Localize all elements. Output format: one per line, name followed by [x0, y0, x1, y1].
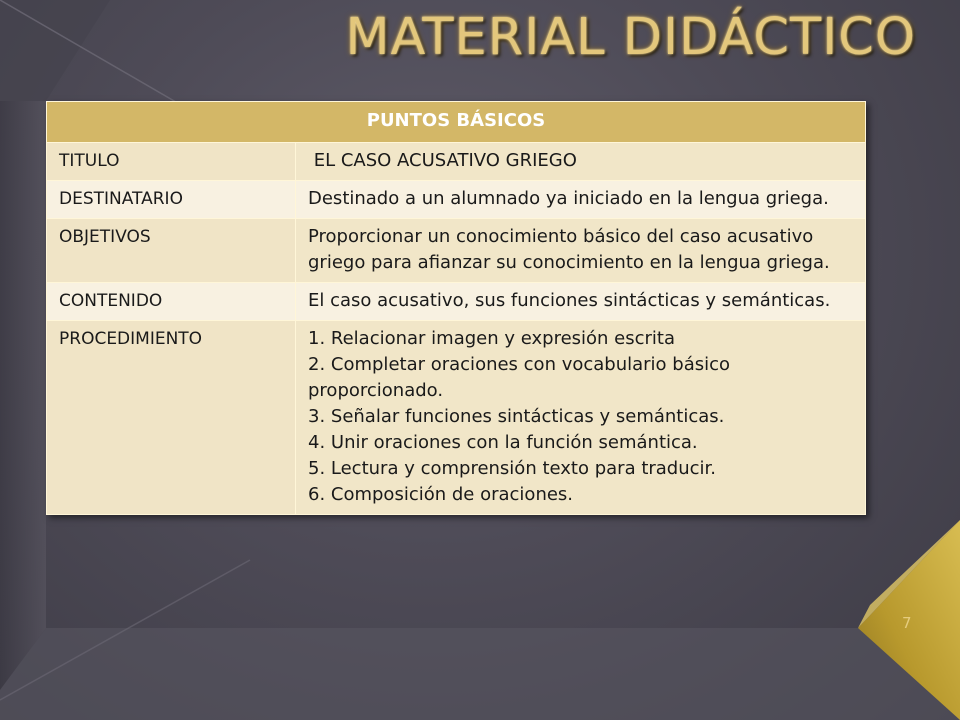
row-label-objetivos: OBJETIVOS	[47, 219, 296, 283]
row-label-contenido: CONTENIDO	[47, 283, 296, 321]
procedure-step: 6. Composición de oraciones.	[308, 484, 574, 505]
table-header: PUNTOS BÁSICOS	[47, 102, 866, 143]
table-header-row	[47, 102, 866, 143]
procedure-step: 1. Relacionar imagen y expresión escrita	[308, 328, 676, 349]
procedure-step: 3. Señalar funciones sintácticas y semánticas.	[308, 406, 725, 427]
row-label-destinatario: DESTINATARIO	[47, 181, 296, 219]
procedure-step: 2. Completar oraciones con vocabulario básico proporcionado.	[308, 354, 731, 401]
table-row	[47, 321, 866, 515]
row-label-titulo: TITULO	[47, 143, 296, 181]
table-row	[47, 143, 866, 181]
slide-title: MATERIAL DIDÁCTICO	[345, 8, 916, 67]
table-row	[47, 283, 866, 321]
row-label-procedimiento: PROCEDIMIENTO	[47, 321, 296, 515]
row-value-titulo-text: EL CASO ACUSATIVO GRIEGO	[313, 150, 577, 171]
row-value-procedimiento	[296, 321, 866, 515]
row-value-contenido: El caso acusativo, sus funciones sintácticas y semánticas.	[296, 283, 866, 321]
row-value-objetivos: Proporcionar un conocimiento básico del caso acusativo griego para afianzar su conocimiento en la lengua griega.	[296, 219, 866, 283]
table-row	[47, 181, 866, 219]
row-value-titulo	[296, 143, 866, 181]
table-row	[47, 219, 866, 283]
procedure-step: 4. Unir oraciones con la función semántica.	[308, 432, 698, 453]
basic-points-table	[46, 101, 866, 515]
procedure-step: 5. Lectura y comprensión texto para traducir.	[308, 458, 717, 479]
row-value-destinatario: Destinado a un alumnado ya iniciado en la lengua griega.	[296, 181, 866, 219]
slide-page-number: 7	[902, 614, 912, 632]
